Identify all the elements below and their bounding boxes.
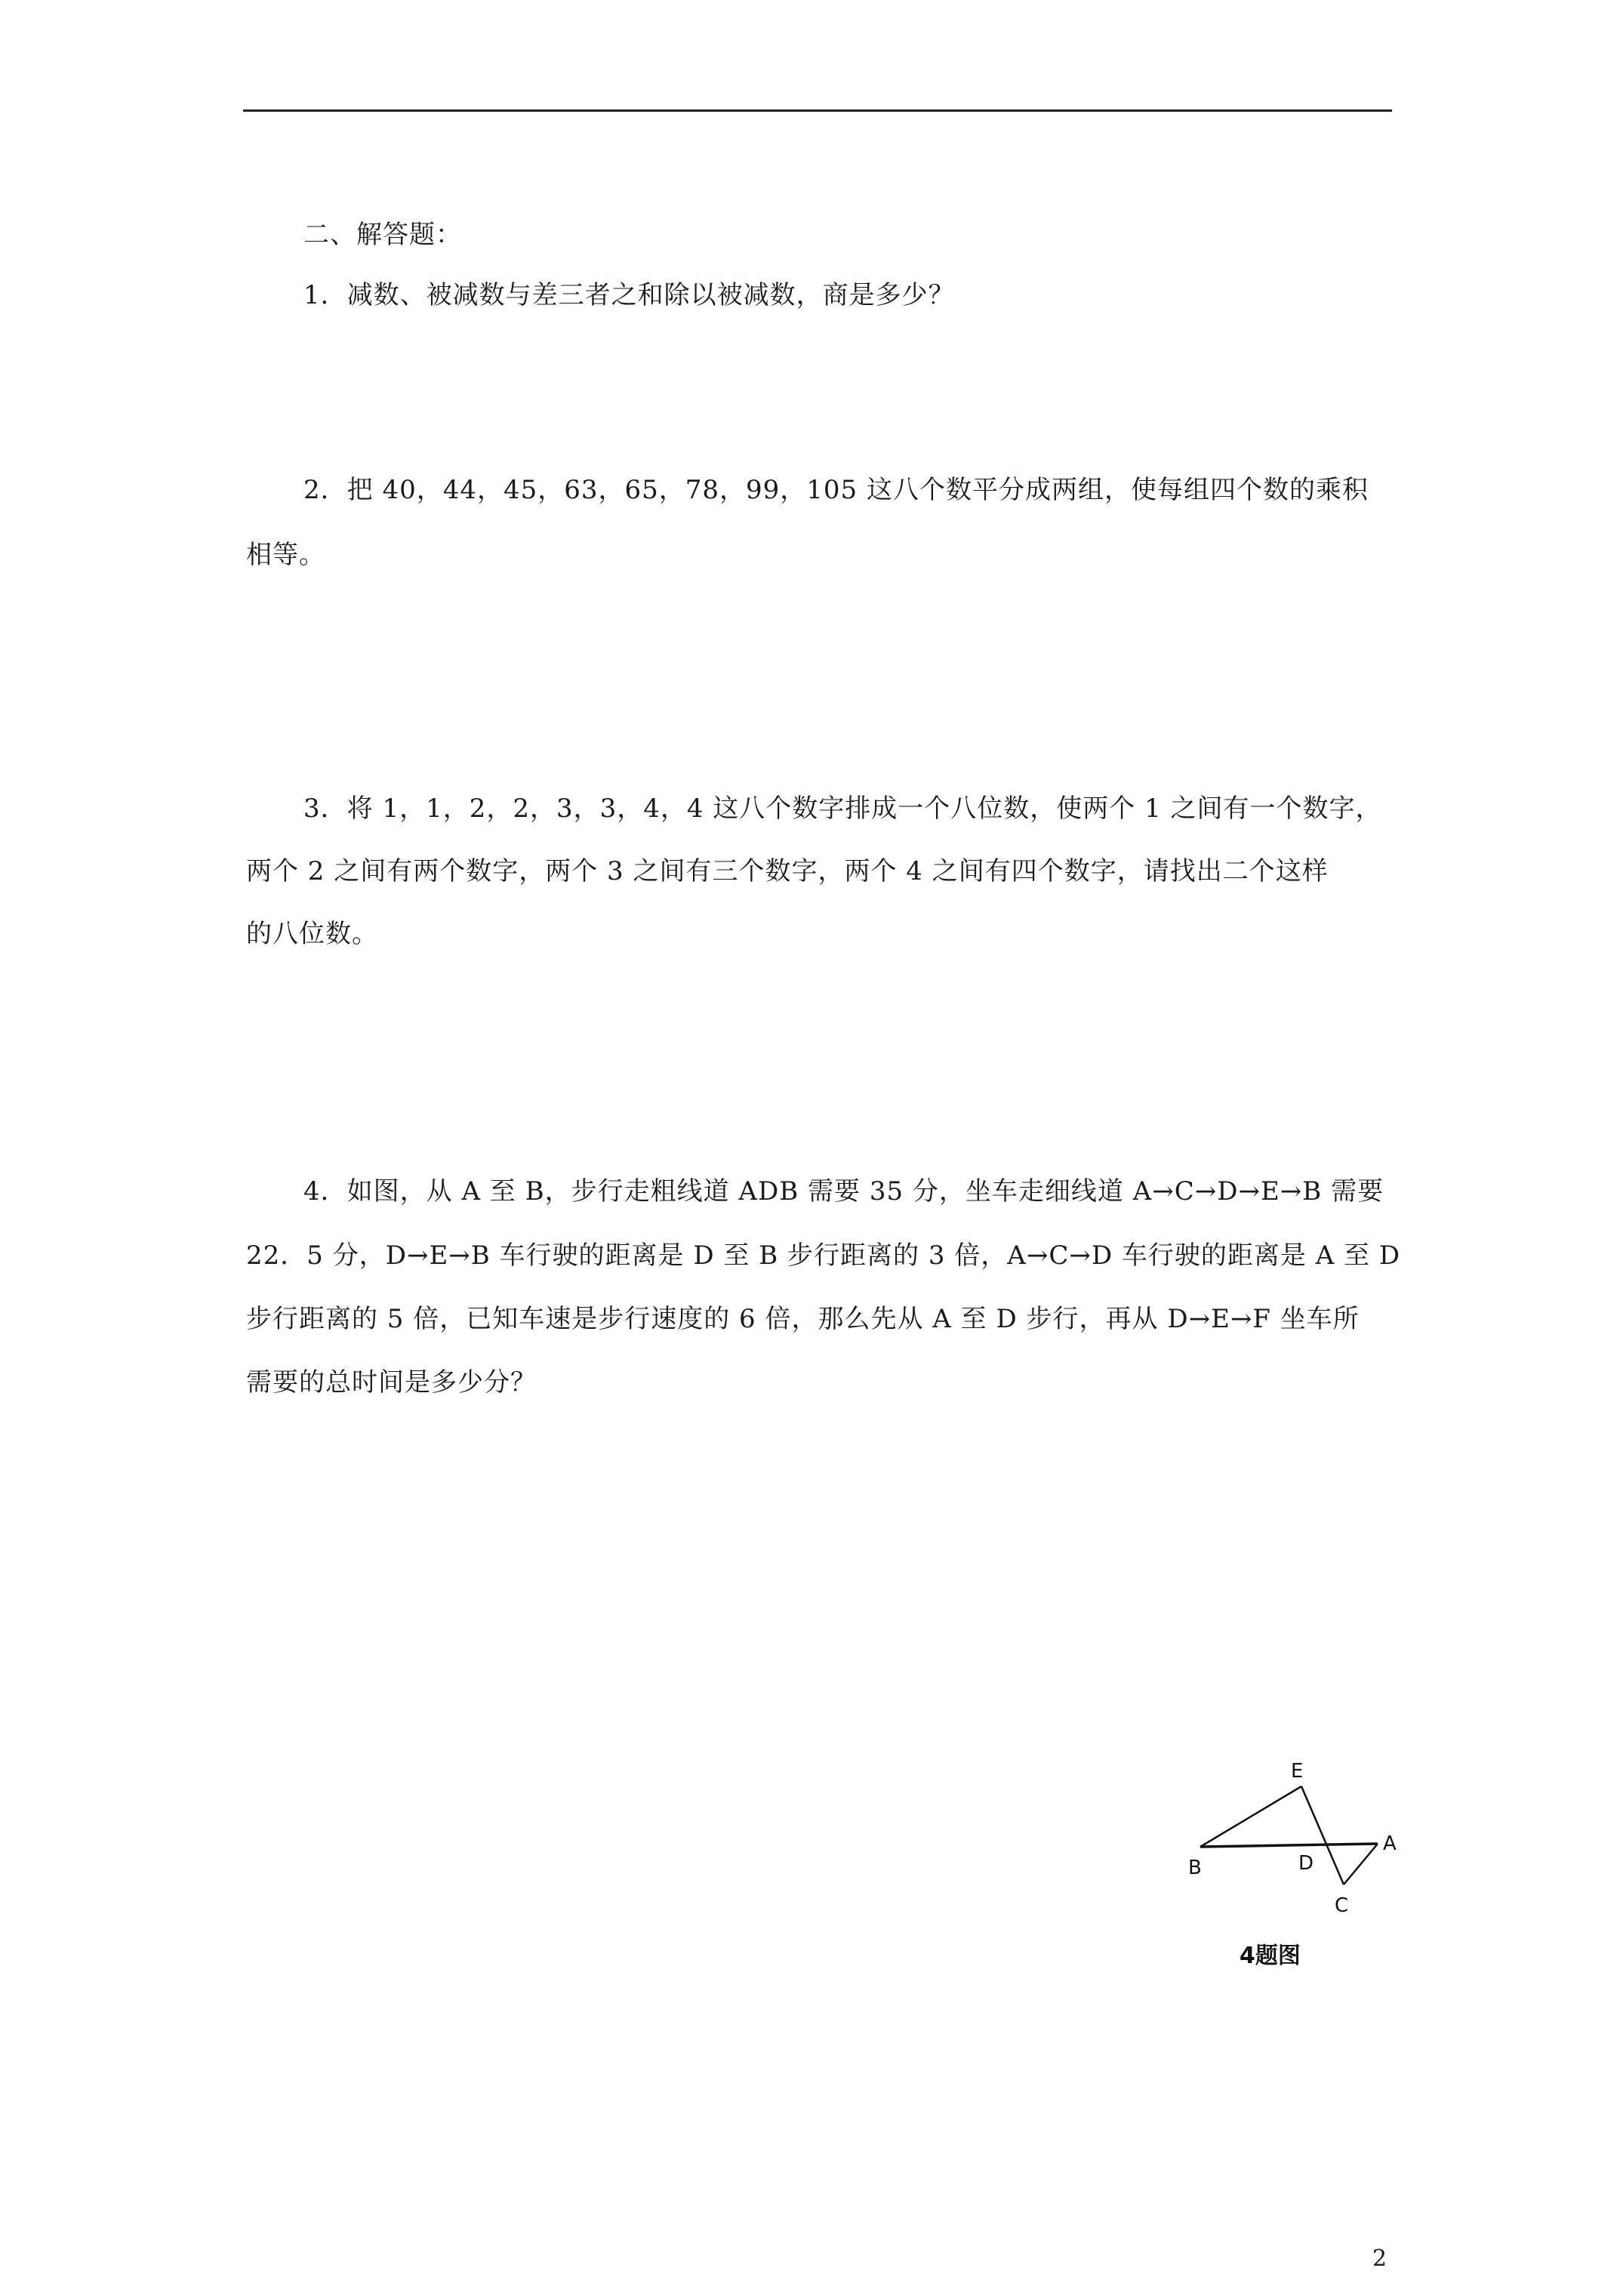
question-2-line-1: 2．把 40，44，45，63，65，78，99，105 这八个数平分成两组，使每组四个数的乘积 xyxy=(303,475,1369,505)
route-diagram-svg xyxy=(1178,1744,1434,1986)
question-2-line-2: 相等。 xyxy=(246,540,325,570)
question-3-line-3: 的八位数。 xyxy=(246,919,378,949)
question-4-line-4: 需要的总时间是多少分？ xyxy=(246,1367,537,1398)
label-b: B xyxy=(1188,1857,1202,1879)
question-4-line-1: 4．如图，从 A 至 B，步行走粗线道 ADB 需要 35 分，坐车走细线道 A→C→D→E→B 需要 xyxy=(303,1176,1384,1207)
question-3-line-2: 两个 2 之间有两个数字，两个 3 之间有三个数字，两个 4 之间有四个数字，请找出二个这样 xyxy=(246,856,1329,886)
question-1-line-1: 1．减数、被减数与差三者之和除以被减数，商是多少？ xyxy=(303,280,955,310)
label-c: C xyxy=(1335,1894,1349,1917)
segment-b-d-a xyxy=(1200,1844,1378,1847)
label-e: E xyxy=(1291,1760,1304,1783)
section-title: 二、解答题： xyxy=(303,220,462,250)
question-4-diagram xyxy=(1178,1744,1434,1986)
segment-b-e xyxy=(1200,1786,1301,1847)
question-4-line-3: 步行距离的 5 倍，已知车速是步行速度的 6 倍，那么先从 A 至 D 步行，再从 D→E→F 坐车所 xyxy=(246,1304,1360,1334)
segment-c-a xyxy=(1344,1844,1378,1885)
page-number: 2 xyxy=(1372,2245,1387,2272)
label-d: D xyxy=(1298,1852,1314,1875)
question-3-line-1: 3．将 1，1，2，2，3，3，4，4 这八个数字排成一个八位数，使两个 1 之间有一个数字， xyxy=(303,794,1382,824)
figure-caption: 4题图 xyxy=(1240,1943,1301,1969)
label-a: A xyxy=(1383,1832,1397,1855)
header-rule xyxy=(243,109,1392,112)
question-4-line-2: 22．5 分，D→E→B 车行驶的距离是 D 至 B 步行距离的 3 倍，A→C→D 车行驶的距离是 A 至 D xyxy=(246,1240,1401,1271)
